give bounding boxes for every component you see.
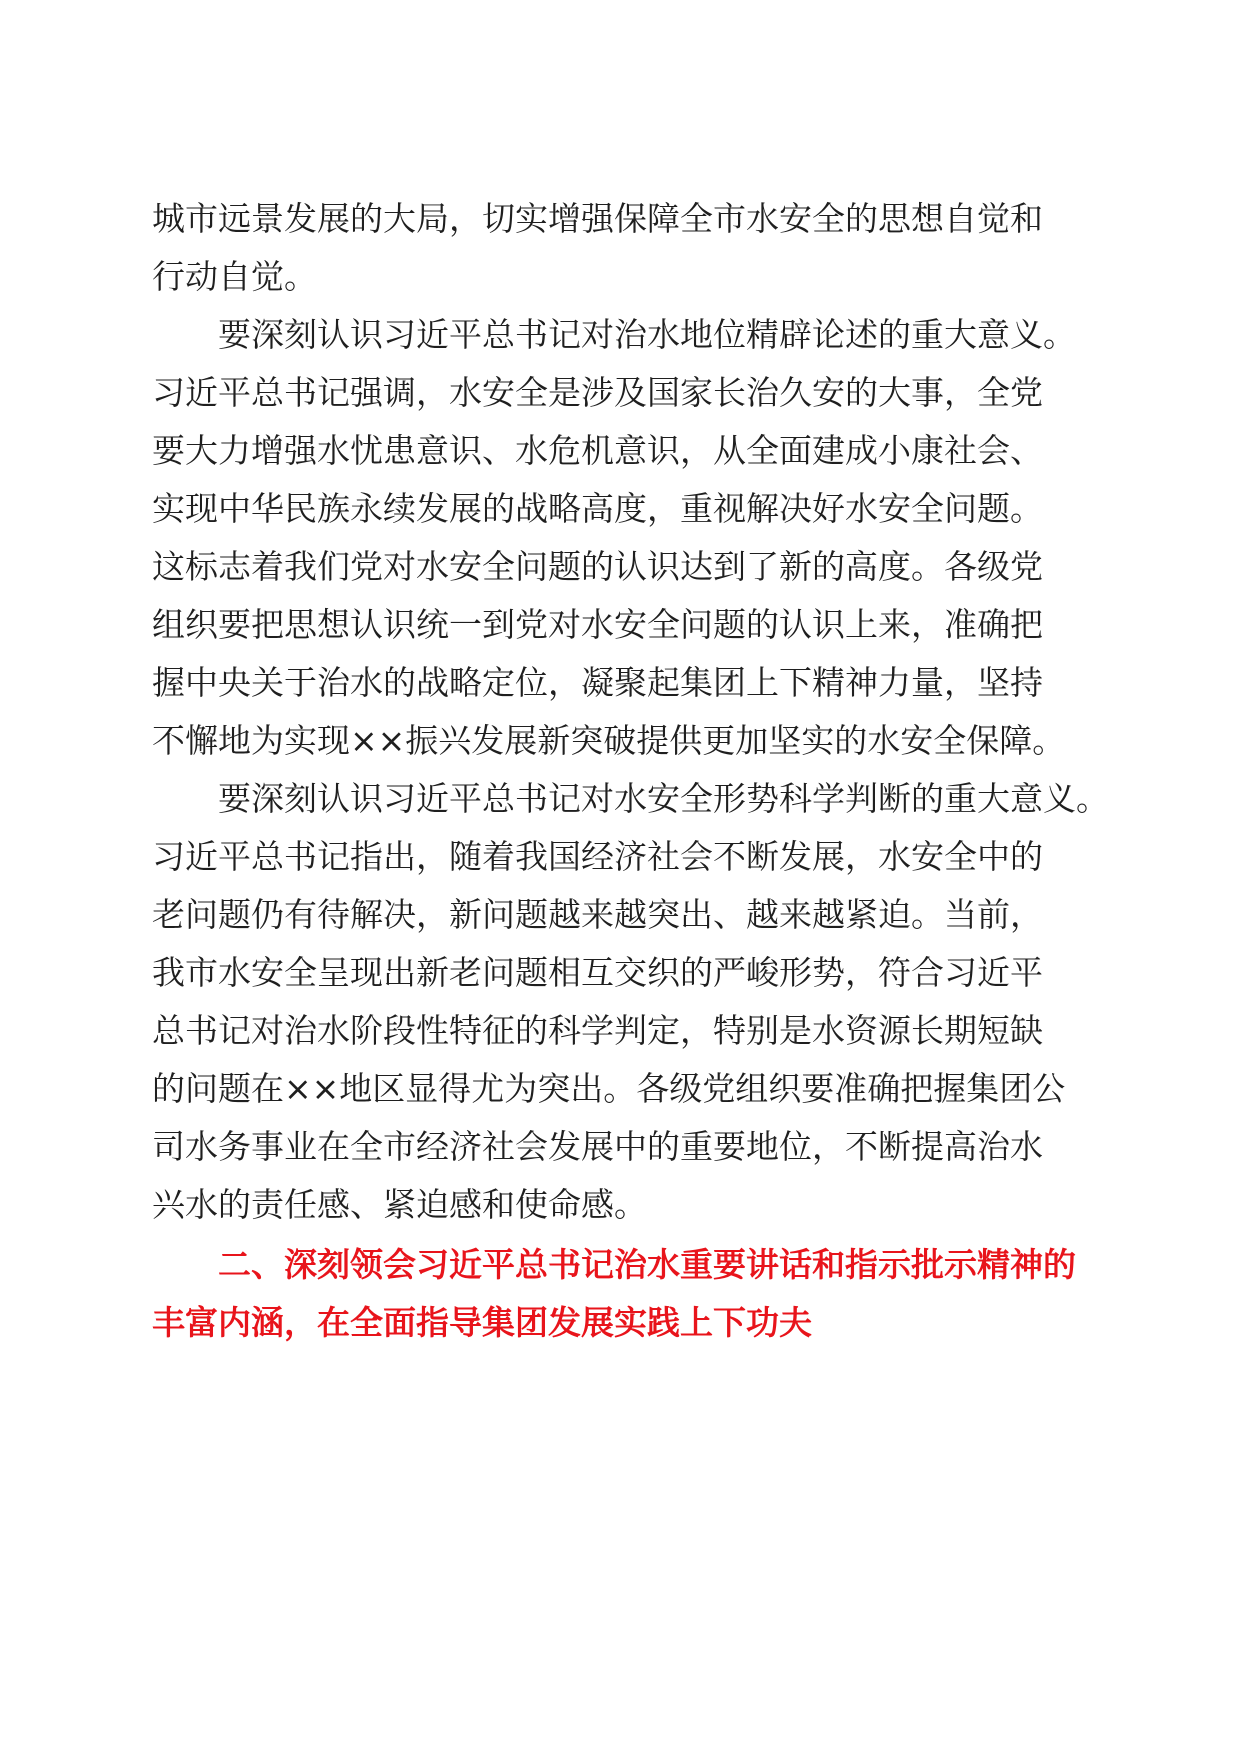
body-text-line: 要大力增强水忧患意识、水危机意识，从全面建成小康社会、: [152, 431, 1043, 470]
paragraph-first-line: 要深刻认识习近平总书记对治水地位精辟论述的重大意义。: [152, 315, 1076, 354]
body-text-line: 城市远景发展的大局，切实增强保障全市水安全的思想自觉和: [152, 199, 1043, 238]
section-heading: 二、深刻领会习近平总书记治水重要讲话和指示批示精神的: [152, 1245, 1076, 1284]
body-text-line: 兴水的责任感、紧迫感和使命感。: [152, 1185, 647, 1224]
section-heading: 丰富内涵，在全面指导集团发展实践上下功夫: [152, 1303, 812, 1342]
body-text-line: 司水务事业在全市经济社会发展中的重要地位，不断提高治水: [152, 1127, 1043, 1166]
body-text-line: 组织要把思想认识统一到党对水安全问题的认识上来，准确把: [152, 605, 1043, 644]
body-text-line: 习近平总书记指出，随着我国经济社会不断发展，水安全中的: [152, 837, 1043, 876]
body-text-line: 行动自觉。: [152, 257, 317, 296]
paragraph-first-line: 要深刻认识习近平总书记对水安全形势科学判断的重大意义。: [152, 779, 1109, 818]
body-text-line: 握中央关于治水的战略定位，凝聚起集团上下精神力量，坚持: [152, 663, 1043, 702]
body-text-line: 不懈地为实现××振兴发展新突破提供更加坚实的水安全保障。: [152, 721, 1066, 760]
body-text-line: 实现中华民族永续发展的战略高度，重视解决好水安全问题。: [152, 489, 1043, 528]
body-text-line: 我市水安全呈现出新老问题相互交织的严峻形势，符合习近平: [152, 953, 1043, 992]
body-text-line: 老问题仍有待解决，新问题越来越突出、越来越紧迫。当前，: [152, 895, 1043, 934]
body-text-line: 这标志着我们党对水安全问题的认识达到了新的高度。各级党: [152, 547, 1043, 586]
body-text-line: 习近平总书记强调，水安全是涉及国家长治久安的大事，全党: [152, 373, 1043, 412]
body-text-line: 总书记对治水阶段性特征的科学判定，特别是水资源长期短缺: [152, 1011, 1043, 1050]
body-text-line: 的问题在××地区显得尤为突出。各级党组织要准确把握集团公: [152, 1069, 1066, 1108]
